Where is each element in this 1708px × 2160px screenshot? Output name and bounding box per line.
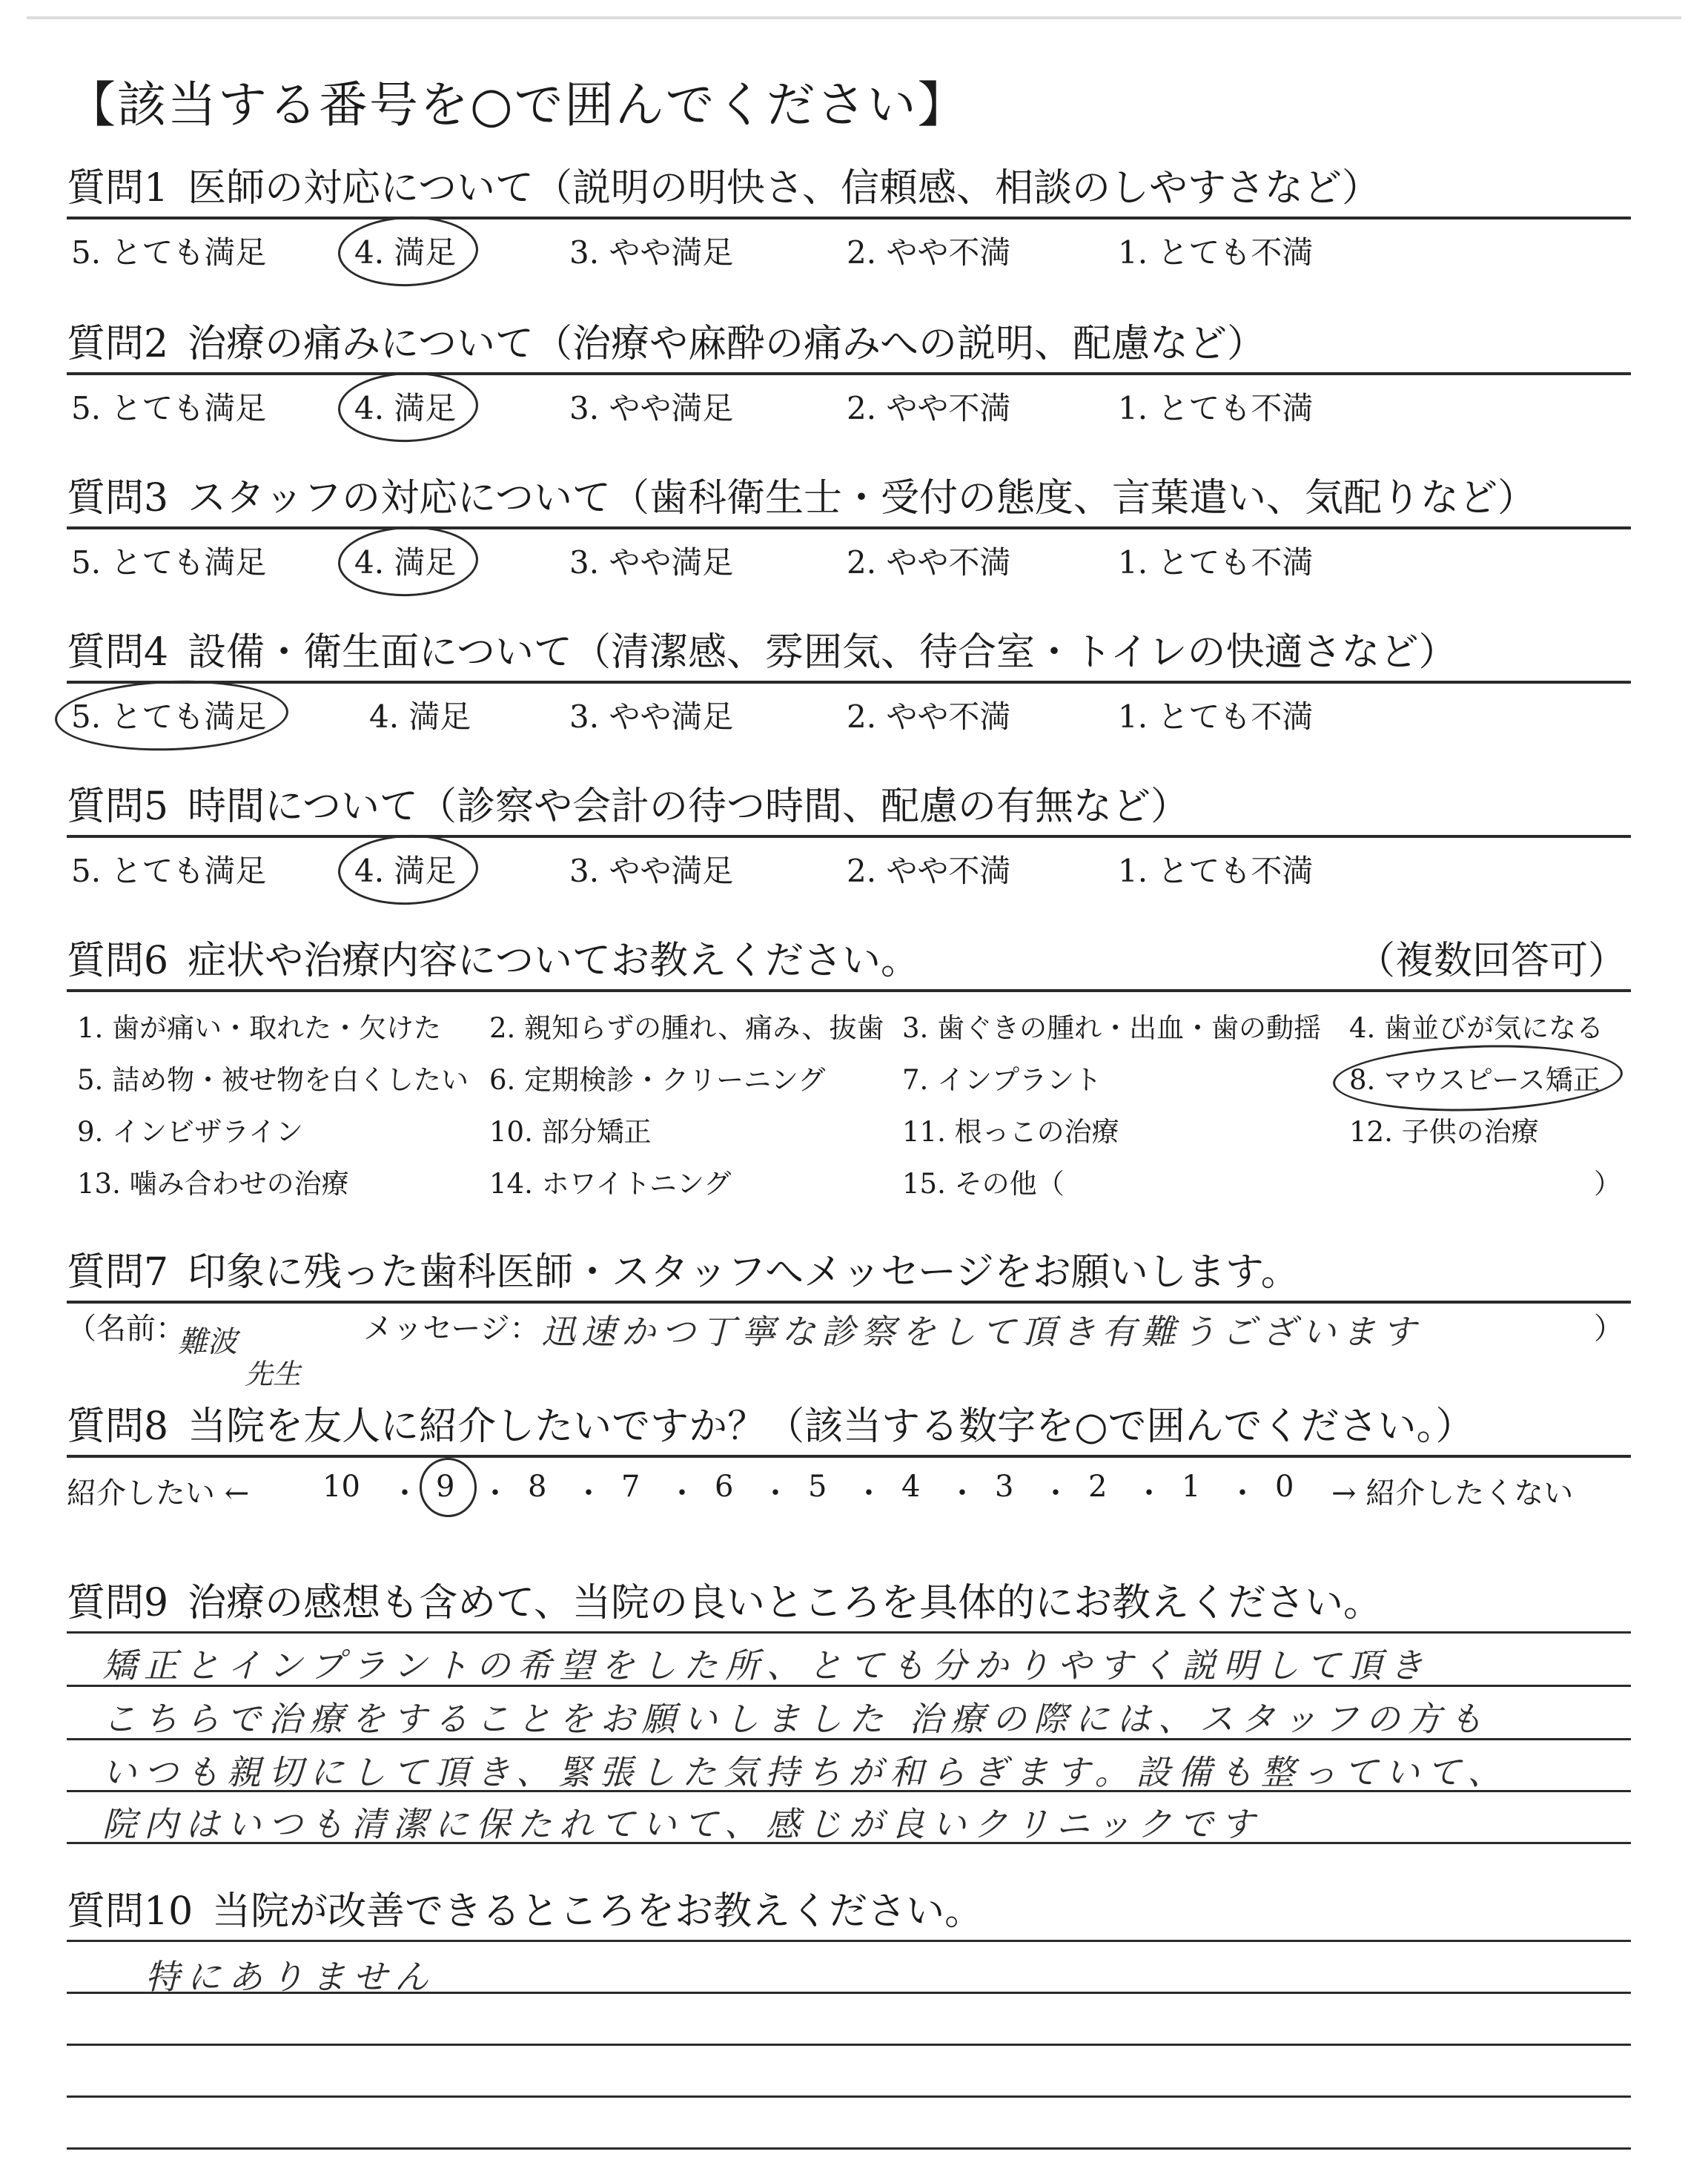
top-border — [27, 16, 1681, 19]
question-text: スタッフの対応について（歯科衛生士・受付の態度、言葉遣い、気配りなど） — [188, 476, 1537, 521]
question-text: 治療の感想も含めて、当院の良いところを具体的にお教えください。 — [188, 1581, 1383, 1625]
improvement-answer[interactable]: 特にありません — [145, 1957, 436, 1997]
scale-right-label: → 紹介したくない — [1331, 1476, 1574, 1510]
message-row — [67, 1305, 1631, 1390]
option-4-selected[interactable]: 4. 満足 — [354, 228, 456, 273]
question-number: 質問4 — [67, 630, 169, 675]
option-5-selected[interactable]: 5. とても満足 — [71, 693, 266, 737]
question-3 — [67, 469, 1631, 528]
name-value-suffix[interactable]: 先生 — [245, 1358, 302, 1390]
scale-dot: ・ — [854, 1476, 884, 1510]
other-close-paren: ） — [1594, 1168, 1621, 1200]
rule — [67, 835, 1631, 838]
scale-value[interactable]: 0 — [1275, 1470, 1294, 1504]
question-7 — [67, 1243, 1631, 1302]
scale-value-selected[interactable]: 9 — [436, 1470, 455, 1504]
scale-dot: ・ — [761, 1476, 790, 1510]
rule — [67, 1455, 1631, 1458]
scale-value[interactable]: 4 — [901, 1470, 921, 1504]
question-4 — [67, 623, 1631, 682]
scale-value[interactable]: 7 — [621, 1470, 640, 1504]
scale-value[interactable]: 1 — [1182, 1470, 1201, 1504]
rule — [67, 1940, 1631, 1942]
scale-dot: ・ — [947, 1476, 977, 1510]
question-text: 設備・衛生面について（清潔感、雰囲気、待合室・トイレの快適さなど） — [188, 630, 1457, 675]
option-4[interactable]: 4. 満足 — [369, 698, 471, 735]
rule — [67, 681, 1631, 684]
question-number: 質問1 — [67, 166, 169, 211]
scale-dot: ・ — [574, 1476, 603, 1510]
option-5[interactable]: 5. とても満足 — [71, 234, 267, 271]
symptom-item[interactable]: 14. ホワイトニング — [489, 1168, 732, 1200]
option-4-selected[interactable]: 4. 満足 — [354, 384, 456, 429]
option-2[interactable]: 2. やや不満 — [847, 698, 1011, 735]
question-10 — [67, 1882, 1631, 1941]
scale-value[interactable]: 5 — [808, 1470, 827, 1504]
scale-value[interactable]: 6 — [715, 1470, 734, 1504]
question-9 — [67, 1573, 1631, 1633]
scale-dot: ・ — [1134, 1476, 1164, 1510]
answer-row-3 — [67, 538, 1631, 586]
rule — [67, 2044, 1631, 2046]
answer-row-4 — [67, 693, 1631, 740]
question-8 — [67, 1397, 1631, 1456]
symptom-item[interactable]: 15. その他（ — [902, 1168, 1065, 1200]
message-value[interactable]: 迅速かつ丁寧な診察をして頂き有難うございます — [541, 1312, 1422, 1352]
option-2[interactable]: 2. やや不満 — [847, 853, 1011, 889]
question-number: 質問8 — [67, 1404, 169, 1449]
option-5[interactable]: 5. とても満足 — [71, 390, 267, 426]
option-1[interactable]: 1. とても不満 — [1118, 390, 1314, 426]
symptom-item[interactable]: 7. インプラント — [902, 1064, 1102, 1096]
symptom-item[interactable]: 13. 噛み合わせの治療 — [77, 1168, 349, 1200]
recommend-scale — [67, 1470, 1631, 1514]
option-4-selected[interactable]: 4. 満足 — [354, 538, 456, 583]
scale-value[interactable]: 2 — [1088, 1470, 1108, 1504]
rule — [67, 2147, 1631, 2150]
symptom-item[interactable]: 11. 根っこの治療 — [902, 1116, 1119, 1148]
rule — [67, 989, 1631, 992]
option-2[interactable]: 2. やや不満 — [847, 390, 1011, 426]
option-3[interactable]: 3. やや満足 — [569, 853, 734, 889]
question-text: 症状や治療内容についてお教えください。 — [188, 939, 920, 983]
name-value[interactable]: 難波 — [178, 1325, 237, 1359]
option-3[interactable]: 3. やや満足 — [569, 234, 734, 271]
symptom-item[interactable]: 5. 詰め物・被せ物を白くしたい — [77, 1064, 469, 1096]
option-5[interactable]: 5. とても満足 — [71, 544, 267, 581]
question-text: 当院が改善できるところをお教えください。 — [212, 1889, 984, 1934]
form-title: 【該当する番号を○で囲んでください】 — [67, 76, 968, 133]
option-1[interactable]: 1. とても不満 — [1118, 234, 1314, 271]
question-number: 質問3 — [67, 476, 169, 521]
option-5[interactable]: 5. とても満足 — [71, 853, 267, 889]
question-text: 治療の痛みについて（治療や麻酔の痛みへの説明、配慮など） — [188, 322, 1266, 366]
name-label: （名前： — [67, 1312, 185, 1346]
scale-dot: ・ — [480, 1476, 510, 1510]
question-text: 医師の対応について（説明の明快さ、信頼感、相談のしやすさなど） — [188, 166, 1380, 211]
option-2[interactable]: 2. やや不満 — [847, 234, 1011, 271]
rule — [67, 1631, 1631, 1634]
scale-left-label: 紹介したい ← — [67, 1476, 250, 1510]
answer-row-1 — [67, 228, 1631, 276]
question-number: 質問6 — [67, 939, 169, 983]
answer-row-2 — [67, 384, 1631, 432]
symptom-item[interactable]: 9. インビザライン — [77, 1116, 303, 1148]
symptom-item[interactable]: 1. 歯が痛い・取れた・欠けた — [77, 1012, 442, 1044]
message-label: メッセージ： — [363, 1312, 540, 1346]
option-1[interactable]: 1. とても不満 — [1118, 853, 1314, 889]
option-1[interactable]: 1. とても不満 — [1118, 698, 1314, 735]
answer-line[interactable]: 院内はいつも清潔に保たれていて、感じが良いクリニックです — [102, 1804, 1262, 1844]
answer-line[interactable]: こちらで治療をすることをお願いしました 治療の際には、スタッフの方も — [102, 1699, 1491, 1739]
symptom-item-selected[interactable]: 8. マウスピース矯正 — [1349, 1057, 1601, 1097]
symptom-item[interactable]: 2. 親知らずの腫れ、痛み、抜歯 — [489, 1012, 884, 1044]
option-3[interactable]: 3. やや満足 — [569, 544, 734, 581]
message-close-paren: ） — [1594, 1312, 1623, 1346]
scale-value[interactable]: 10 — [322, 1470, 360, 1504]
option-4-selected[interactable]: 4. 満足 — [354, 847, 456, 891]
question-number: 質問7 — [67, 1250, 169, 1295]
symptom-item[interactable]: 3. 歯ぐきの腫れ・出血・歯の動揺 — [902, 1012, 1322, 1044]
answer-line[interactable]: 矯正とインプラントの希望をした所、とても分かりやすく説明して頂き — [102, 1645, 1431, 1685]
scale-dot: ・ — [667, 1476, 697, 1510]
scale-dot: ・ — [390, 1476, 420, 1510]
question-5 — [67, 777, 1631, 836]
symptom-item[interactable]: 6. 定期検診・クリーニング — [489, 1064, 826, 1096]
question-number: 質問5 — [67, 785, 169, 829]
rule — [67, 2095, 1631, 2098]
symptom-item[interactable]: 10. 部分矯正 — [489, 1116, 652, 1148]
question-number: 質問2 — [67, 322, 169, 366]
rule — [67, 1301, 1631, 1304]
question-number: 質問10 — [67, 1889, 193, 1934]
option-1[interactable]: 1. とても不満 — [1118, 544, 1314, 581]
question-2 — [67, 314, 1631, 374]
scale-value[interactable]: 3 — [995, 1470, 1014, 1504]
option-2[interactable]: 2. やや不満 — [847, 544, 1011, 581]
symptom-item[interactable]: 4. 歯並びが気になる — [1349, 1012, 1604, 1044]
scale-dot: ・ — [1228, 1476, 1257, 1510]
question-text: 時間について（診察や会計の待つ時間、配慮の有無など） — [188, 785, 1190, 829]
multiple-answer-note: （複数回答可） — [1357, 939, 1627, 983]
scale-value[interactable]: 8 — [528, 1470, 547, 1504]
answer-line[interactable]: いつも親切にして頂き、緊張した気持ちが和らぎます。設備も整っていて、 — [102, 1752, 1509, 1792]
rule — [67, 526, 1631, 529]
question-text: 印象に残った歯科医師・スタッフへメッセージをお願いします。 — [188, 1250, 1300, 1295]
scale-dot: ・ — [1041, 1476, 1070, 1510]
option-3[interactable]: 3. やや満足 — [569, 390, 734, 426]
question-6 — [67, 931, 1631, 991]
answer-row-5 — [67, 847, 1631, 894]
option-3[interactable]: 3. やや満足 — [569, 698, 734, 735]
question-text: 当院を友人に紹介したいですか？（該当する数字を○で囲んでください。） — [188, 1404, 1474, 1449]
rule — [67, 217, 1631, 219]
symptom-item[interactable]: 12. 子供の治療 — [1349, 1116, 1539, 1148]
question-1 — [67, 159, 1631, 218]
rule — [67, 372, 1631, 375]
question-number: 質問9 — [67, 1581, 169, 1625]
